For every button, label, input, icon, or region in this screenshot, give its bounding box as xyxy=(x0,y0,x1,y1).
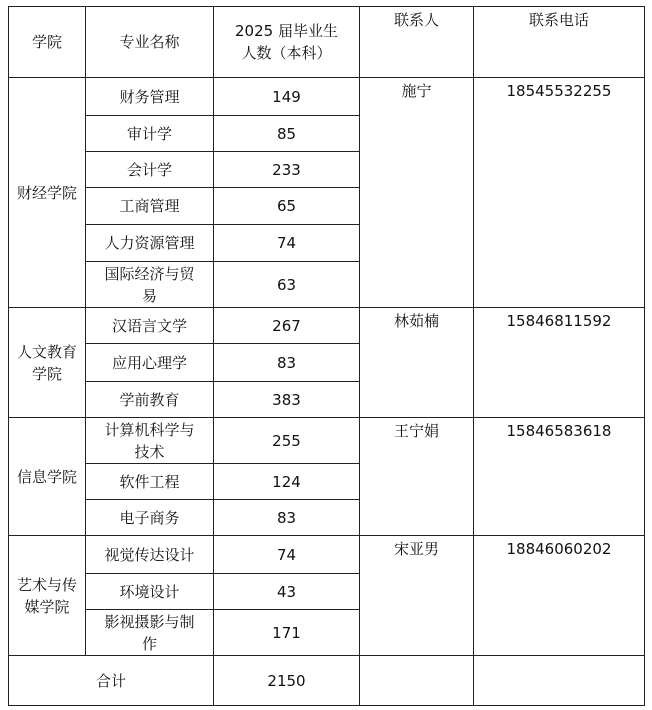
phone-cell: 15846583618 xyxy=(474,418,645,536)
count-cell: 74 xyxy=(214,536,360,574)
college-cell: 人文教育学院 xyxy=(9,308,86,418)
count-cell: 171 xyxy=(214,610,360,656)
major-cell: 会计学 xyxy=(86,152,214,188)
table-row xyxy=(9,536,645,574)
major-cell: 应用心理学 xyxy=(86,344,214,382)
table-row xyxy=(9,418,645,464)
total-contact-empty xyxy=(360,656,474,706)
major-cell: 影视摄影与制作 xyxy=(86,610,214,656)
phone-cell: 18545532255 xyxy=(474,78,645,308)
count-cell: 83 xyxy=(214,500,360,536)
count-cell: 65 xyxy=(214,188,360,225)
count-cell: 233 xyxy=(214,152,360,188)
major-cell: 工商管理 xyxy=(86,188,214,225)
total-row xyxy=(9,656,645,706)
phone-cell: 15846811592 xyxy=(474,308,645,418)
count-cell: 149 xyxy=(214,78,360,116)
count-cell: 383 xyxy=(214,382,360,418)
count-cell: 74 xyxy=(214,225,360,262)
header-contact: 联系人 xyxy=(360,7,474,78)
table-row xyxy=(9,78,645,116)
header-graduates: 2025 届毕业生人数（本科） xyxy=(214,7,360,78)
contact-cell: 王宁娟 xyxy=(360,418,474,536)
count-cell: 85 xyxy=(214,116,360,152)
header-college: 学院 xyxy=(9,7,86,78)
college-cell: 艺术与传媒学院 xyxy=(9,536,86,656)
count-cell: 43 xyxy=(214,574,360,610)
major-cell: 汉语言文学 xyxy=(86,308,214,344)
graduates-table xyxy=(8,6,645,706)
count-cell: 83 xyxy=(214,344,360,382)
major-cell: 国际经济与贸易 xyxy=(86,262,214,308)
major-cell: 人力资源管理 xyxy=(86,225,214,262)
count-cell: 63 xyxy=(214,262,360,308)
college-cell: 信息学院 xyxy=(9,418,86,536)
phone-cell: 18846060202 xyxy=(474,536,645,656)
total-count: 2150 xyxy=(214,656,360,706)
contact-cell: 宋亚男 xyxy=(360,536,474,656)
header-major: 专业名称 xyxy=(86,7,214,78)
contact-cell: 林茹楠 xyxy=(360,308,474,418)
major-cell: 学前教育 xyxy=(86,382,214,418)
count-cell: 267 xyxy=(214,308,360,344)
count-cell: 124 xyxy=(214,464,360,500)
table-row xyxy=(9,308,645,344)
total-phone-empty xyxy=(474,656,645,706)
major-cell: 软件工程 xyxy=(86,464,214,500)
contact-cell: 施宁 xyxy=(360,78,474,308)
count-cell: 255 xyxy=(214,418,360,464)
major-cell: 环境设计 xyxy=(86,574,214,610)
total-label: 合计 xyxy=(9,656,214,706)
major-cell: 视觉传达设计 xyxy=(86,536,214,574)
header-row xyxy=(9,7,645,78)
college-cell: 财经学院 xyxy=(9,78,86,308)
major-cell: 计算机科学与技术 xyxy=(86,418,214,464)
header-phone: 联系电话 xyxy=(474,7,645,78)
major-cell: 财务管理 xyxy=(86,78,214,116)
major-cell: 电子商务 xyxy=(86,500,214,536)
major-cell: 审计学 xyxy=(86,116,214,152)
